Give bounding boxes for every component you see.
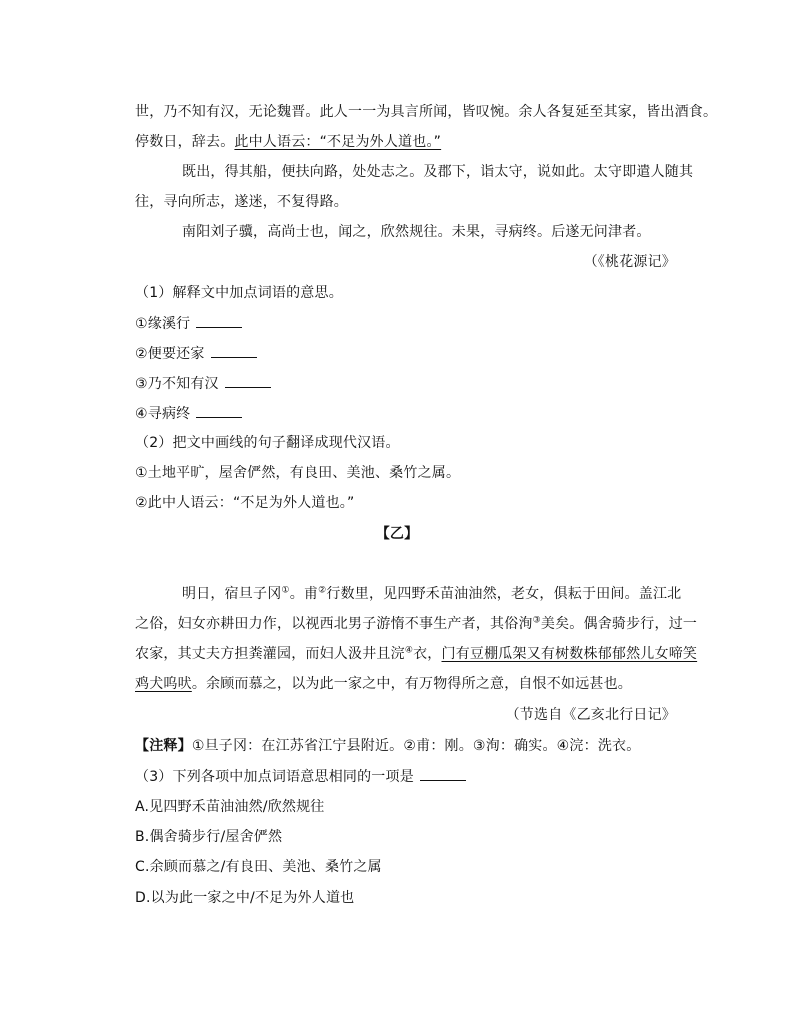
underlined-sentence: 鸡犬呜吠 bbox=[135, 676, 192, 692]
footnote-marker: ② bbox=[318, 585, 327, 596]
answer-blank[interactable] bbox=[420, 766, 466, 781]
answer-blank[interactable] bbox=[225, 373, 271, 388]
option-d: D.以为此一家之中/不足为外人道也 bbox=[135, 890, 355, 906]
passage-b-line-3 bbox=[135, 644, 697, 664]
footnote-marker: ③ bbox=[532, 615, 541, 626]
option-b: B.偶舍骑步行/屋舍俨然 bbox=[135, 829, 283, 845]
answer-blank[interactable] bbox=[211, 343, 257, 358]
footnote-marker: ① bbox=[281, 585, 290, 596]
underlined-sentence: 此中人语云：“不足为外人道也。” bbox=[234, 134, 442, 150]
passage-b-text: 农家，其丈夫方担粪灌园，而妇人汲井且浣 bbox=[135, 646, 405, 662]
passage-a-line-4: 往，寻向所志，遂迷，不复得路。 bbox=[135, 194, 348, 210]
question-2-item-1: ①土地平旷，屋舍俨然，有良田、美池、桑竹之属。 bbox=[135, 465, 461, 481]
passage-b-line-2 bbox=[135, 614, 697, 634]
passage-b-text: 明日，宿旦子冈 bbox=[182, 586, 282, 602]
passage-a-line-3: 既出，得其船，便扶向路，处处志之。及郡下，诣太守，说如此。太守即遣人随其 bbox=[182, 164, 694, 180]
question-1-item-1 bbox=[135, 313, 242, 334]
passage-a-line-5: 南阳刘子骥，高尚士也，闻之，欣然规往。未果，寻病终。后遂无问津者。 bbox=[182, 224, 651, 240]
option-a: A.见四野禾苗油油然/欣然规往 bbox=[135, 799, 325, 815]
footnote-marker: ④ bbox=[404, 645, 414, 656]
notes-text: ①旦子冈：在江苏省江宁县附近。②甫：刚。③洵：确实。④浣：洗衣。 bbox=[191, 738, 641, 754]
question-1-item-3 bbox=[135, 373, 271, 394]
question-3-stem-text: （3）下列各项中加点词语意思相同的一项是 bbox=[135, 769, 414, 785]
question-1-item-4-text: ④寻病终 bbox=[135, 406, 191, 422]
underlined-sentence: 门有豆棚瓜架又有树数株郁郁然儿女啼笑 bbox=[441, 646, 698, 662]
question-1-item-2 bbox=[135, 343, 257, 364]
question-1-stem: （1）解释文中加点词语的意思。 bbox=[135, 285, 343, 301]
passage-b-text: 。甫 bbox=[289, 586, 319, 602]
notes-label: 【注释】 bbox=[135, 738, 192, 754]
question-2-stem: （2）把文中画线的句子翻译成现代汉语。 bbox=[135, 435, 400, 451]
passage-b-text: 衣， bbox=[413, 646, 442, 662]
question-1-item-3-text: ③乃不知有汉 bbox=[135, 376, 219, 392]
passage-a-source: （《桃花源记》 bbox=[583, 254, 676, 270]
question-1-item-4 bbox=[135, 403, 242, 424]
answer-blank[interactable] bbox=[196, 403, 242, 418]
passage-a-line-2 bbox=[135, 132, 441, 152]
passage-b-heading: 【乙】 bbox=[375, 526, 419, 542]
passage-a-line-2-text: 停数日，辞去。 bbox=[135, 134, 235, 150]
passage-b-text: 。余顾而慕之，以为此一家之中，有万物得所之意，自恨不如远甚也。 bbox=[191, 676, 633, 692]
notes bbox=[135, 736, 640, 756]
passage-a-line-1: 世，乃不知有汉，无论魏晋。此人一一为具言所闻，皆叹惋。余人各复延至其家，皆出酒食。 bbox=[135, 104, 718, 120]
passage-b-text: 美矣。偶舍骑步行，过一 bbox=[540, 616, 698, 632]
option-c: C.余顾而慕之/有良田、美池、桑竹之属 bbox=[135, 859, 382, 875]
question-1-item-1-text: ①缘溪行 bbox=[135, 316, 191, 332]
question-1-item-2-text: ②便要还家 bbox=[135, 346, 205, 362]
passage-b-text: 行数里，见四野禾苗油油然，老女，俱耘于田间。盖江北 bbox=[326, 586, 682, 602]
answer-blank[interactable] bbox=[196, 313, 242, 328]
question-3-stem bbox=[135, 766, 466, 787]
passage-b-line-4 bbox=[135, 674, 632, 694]
question-2-item-2: ②此中人语云：“不足为外人道也。” bbox=[135, 495, 355, 511]
passage-b-source: （节选自《乙亥北行日记》 bbox=[505, 707, 676, 723]
passage-b-line-1 bbox=[182, 584, 681, 604]
passage-b-text: 之俗，妇女亦耕田力作，以视西北男子游惰不事生产者，其俗洵 bbox=[135, 616, 533, 632]
